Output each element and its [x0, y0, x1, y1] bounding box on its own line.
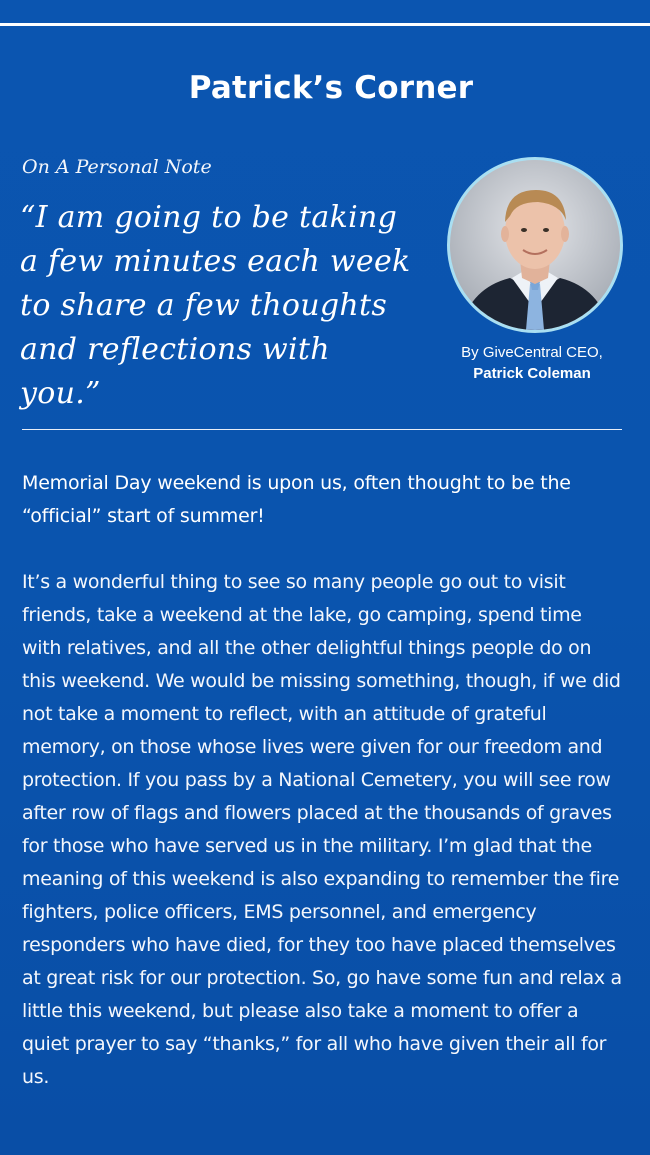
section-divider: [22, 429, 622, 430]
article-body: It’s a wonderful thing to see so many people go out to visit friends, take a weekend at the lake, go camping, spend time with relatives, and all the other delightful things people do on this weekend. We would be missing something, though, if we did not take a moment to reflect, with an attitude of grateful memory, on those whose lives were given for our freedom and protection. If you pass by a National Cemetery, you will see row after row of flags and flowers placed at the thousands of graves for those who have served us in the military. I’m glad that the meaning of this weekend is also expanding to remember the fire fighters, police officers, EMS personnel, and emergency responders who have died, for they too have placed themselves at great risk for our protection. So, go have some fun and relax a little this weekend, but please also take a moment to offer a quiet prayer to say “thanks,” for all who have given their all for us.: [22, 571, 622, 1088]
pull-quote: “I am going to be taking a few minutes each week to share a few thoughts and reflections with you.”: [20, 200, 411, 411]
author-role: By GiveCentral CEO,: [461, 344, 603, 361]
article-lead: Memorial Day weekend is upon us, often thought to be the “official” start of summer!: [22, 472, 571, 527]
page-title: Patrick’s Corner: [188, 70, 474, 106]
author-name: Patrick Coleman: [473, 365, 591, 382]
author-portrait: [447, 157, 623, 333]
section-eyebrow: On A Personal Note: [22, 156, 212, 178]
top-rule: [0, 23, 650, 26]
headshot-photo-icon: [450, 160, 620, 330]
author-caption: [440, 342, 624, 384]
